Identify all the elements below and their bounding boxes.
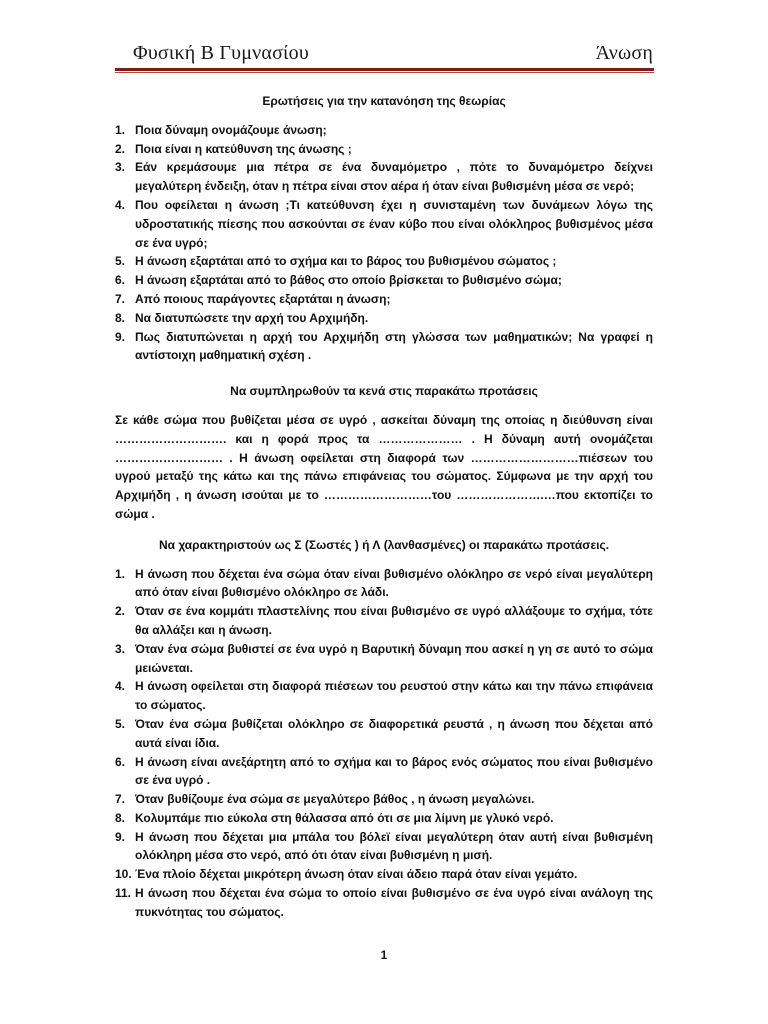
item-number: 3. xyxy=(115,641,126,656)
item-number: 8. xyxy=(115,310,126,325)
theory-questions-list xyxy=(115,121,653,365)
list-item xyxy=(115,790,653,809)
page-number: 1 xyxy=(380,948,388,962)
item-number: 1. xyxy=(115,122,126,137)
item-text: Η άνωση είναι ανεξάρτητη από το σχήμα και το βάρος ενός σώματος που είναι βυθισμένο σε ένα υγρό . xyxy=(135,754,653,788)
item-text: Όταν ένα σώμα βυθίζεται ολόκληρο σε διαφορετικά ρευστά , η άνωση που δέχεται από αυτά είναι ίδια. xyxy=(135,716,653,750)
list-item xyxy=(115,309,653,328)
item-number: 3. xyxy=(115,160,126,175)
list-item xyxy=(115,271,653,290)
item-number: 5. xyxy=(115,254,126,269)
fill-blanks-paragraph: Σε κάθε σώμα που βυθίζεται μέσα σε υγρό , ασκείται δύναμη της οποίας η διεύθυνση είναι ………………………. και η φορά προς τα ………………… . Η δύναμη αυτή ονομάζεται ……………………… . Η άνωση οφείλεται στη διαφορά των ………………………πιέσεων του υγρού μεταξύ της κάτω και της πάνω επιφάνειας του σώματος. Σύμφωνα με την αρχή του Αρχιμήδη , η άνωση ισούται με το ………………………του ………………….…που εκτοπίζει το σώμα . xyxy=(115,412,653,521)
list-item xyxy=(115,196,653,252)
item-text: Η άνωση που δέχεται ένα σώμα το οποίο είναι βυθισμένο σε ένα υγρό είναι ανάλογη της πυκνότητας του σώματος. xyxy=(135,886,653,919)
list-item xyxy=(115,865,653,884)
item-number: 7. xyxy=(115,792,126,807)
item-number: 1. xyxy=(115,566,126,581)
item-number: 6. xyxy=(115,754,126,769)
item-number: 6. xyxy=(115,273,126,288)
item-text: Που οφείλεται η άνωση ;Τι κατεύθυνση έχει η συνισταμένη των δυνάμεων λόγω της υδροστατικής πίεσης που ασκούνται σε έναν κύβο που είναι ολόκληρος βυθισμένος μέσα σε ένα υγρό; xyxy=(135,197,653,250)
list-item xyxy=(115,290,653,309)
list-item xyxy=(115,677,653,715)
item-text: Ένα πλοίο δέχεται μικρότερη άνωση όταν είναι άδειο παρά όταν είναι γεμάτο. xyxy=(135,867,578,882)
item-text: Ποια είναι η κατεύθυνση της άνωσης ; xyxy=(135,141,352,156)
item-number: 8. xyxy=(115,810,126,825)
item-text: Όταν βυθίζουμε ένα σώμα σε μεγαλύτερο βάθος , η άνωση μεγαλώνει. xyxy=(135,792,535,807)
item-text: Να διατυπώσετε την αρχή του Αρχιμήδη. xyxy=(135,310,369,325)
item-text: Πως διατυπώνεται η αρχή του Αρχιμήδη στη γλώσσα των μαθηματικών; Να γραφεί η αντίστοιχη μαθηματική σχέση . xyxy=(135,329,653,363)
list-item xyxy=(115,602,653,640)
item-number: 2. xyxy=(115,141,126,156)
header-subject-title: Φυσική Β Γυμνασίου xyxy=(133,42,309,64)
item-text: Κολυμπάμε πιο εύκολα στη θάλασσα από ότι σε μια λίμνη με γλυκό νερό. xyxy=(135,810,554,825)
item-number: 5. xyxy=(115,716,126,731)
item-text: Ποια δύναμη ονομάζουμε άνωση; xyxy=(135,122,327,137)
item-text: Εάν κρεμάσουμε μια πέτρα σε ένα δυναμόμετρο , πότε το δυναμόμετρο δείχνει μεγαλύτερη ένδειξη, όταν η πέτρα είναι στον αέρα ή όταν είναι βυθισμένη μέσα σε νερό; xyxy=(135,160,653,194)
item-text: Όταν ένα σώμα βυθιστεί σε ένα υγρό η Βαρυτική δύναμη που ασκεί η γη σε αυτό το σώμα μειώνεται. xyxy=(135,641,653,675)
list-item xyxy=(115,121,653,140)
item-number: 4. xyxy=(115,197,126,212)
list-item xyxy=(115,140,653,159)
item-number: 2. xyxy=(115,604,126,619)
true-false-list xyxy=(115,565,653,922)
item-text: Από ποιους παράγοντες εξαρτάται η άνωση; xyxy=(135,291,391,306)
list-item xyxy=(115,565,653,603)
section-title-true-false: Να χαρακτηριστούν ως Σ (Σωστές ) ή Λ (λανθασμένες) οι παρακάτω προτάσεις. xyxy=(158,537,610,552)
header-topic-title: Άνωση xyxy=(595,42,653,64)
item-number: 9. xyxy=(115,829,126,844)
list-item xyxy=(115,252,653,271)
item-text: Η άνωση εξαρτάται από το βάθος στο οποίο βρίσκεται το βυθισμένο σώμα; xyxy=(135,273,562,288)
item-text: Η άνωση οφείλεται στη διαφορά πιέσεων του ρευστού στην κάτω και την πάνω επιφάνεια το σώματος. xyxy=(135,679,653,713)
item-text: Η άνωση εξαρτάται από το σχήμα και το βάρος του βυθισμένου σώματος ; xyxy=(135,254,557,269)
list-item xyxy=(115,158,653,196)
item-text: Η άνωση που δέχεται μια μπάλα του βόλεϊ είναι μεγαλύτερη όταν αυτή είναι βυθισμένη ολόκληρη μέσα στο νερό, από ότι όταν είναι βυθισμένη η μισή. xyxy=(135,829,653,863)
list-item xyxy=(115,809,653,828)
header-rule-thin xyxy=(115,72,654,73)
section-title-fill-blanks: Να συμπληρωθούν τα κενά στις παρακάτω προτάσεις xyxy=(230,384,538,399)
list-item xyxy=(115,828,653,866)
header-rule xyxy=(115,68,654,71)
section-title-theory-questions: Ερωτήσεις για την κατανόηση της θεωρίας xyxy=(262,94,506,108)
item-number: 9. xyxy=(115,329,126,344)
item-number: 11. xyxy=(115,886,132,901)
page-header xyxy=(133,42,653,65)
list-item xyxy=(115,640,653,678)
item-text: Η άνωση που δέχεται ένα σώμα όταν είναι βυθισμένο ολόκληρο σε νερό είναι μεγαλύτερη από όταν είναι βυθισμένο ολόκληρο σε λάδι. xyxy=(135,566,653,600)
list-item xyxy=(115,884,653,922)
item-number: 10. xyxy=(115,867,132,882)
list-item xyxy=(115,328,653,366)
item-number: 4. xyxy=(115,679,126,694)
page-content xyxy=(115,92,653,922)
list-item xyxy=(115,715,653,753)
item-text: Όταν σε ένα κομμάτι πλαστελίνης που είναι βυθισμένο σε υγρό αλλάξουμε το σχήμα, τότε θα αλλάξει και η άνωση. xyxy=(135,604,653,637)
list-item xyxy=(115,753,653,791)
item-number: 7. xyxy=(115,291,126,306)
